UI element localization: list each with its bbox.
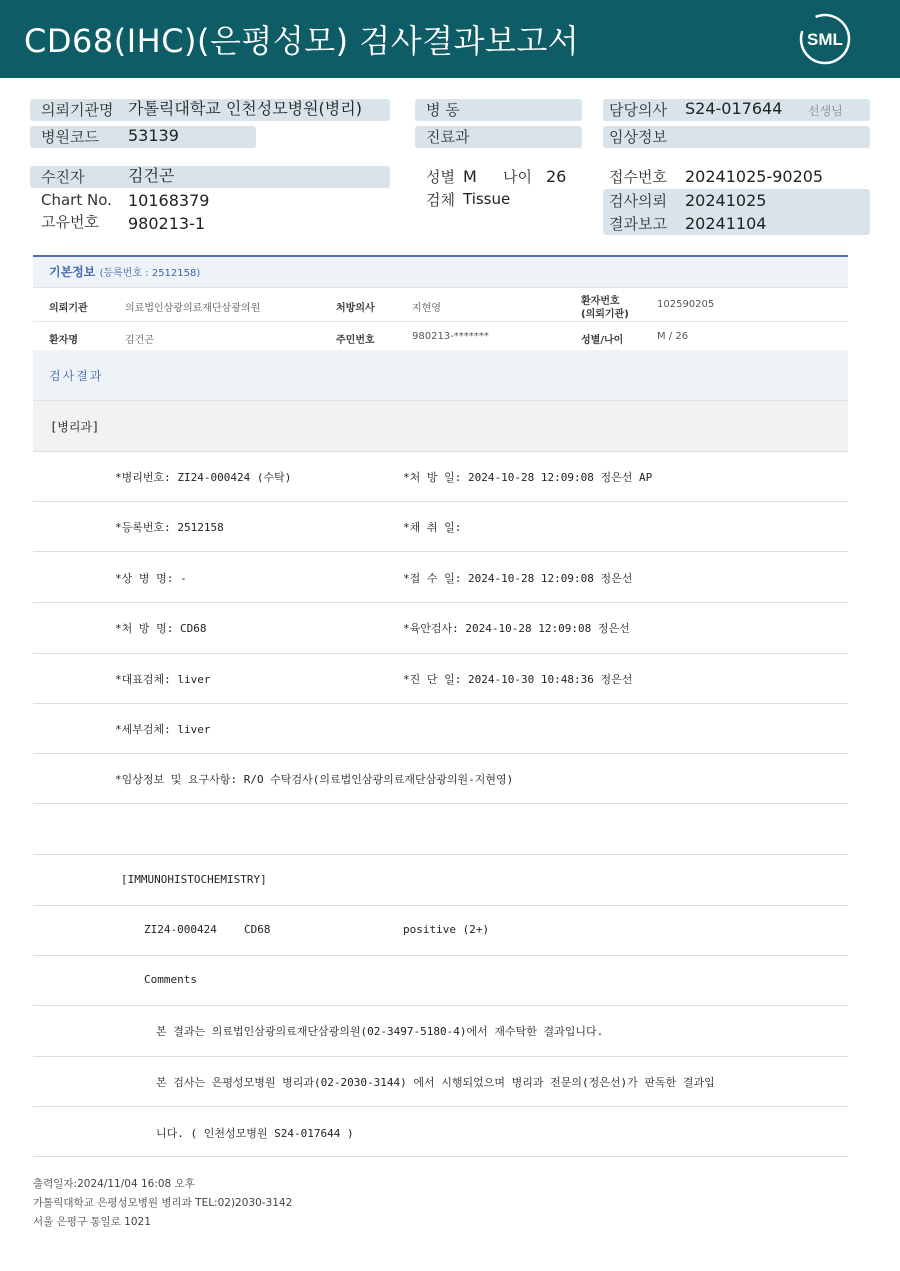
ihc-pathology-no: ZI24-000424 xyxy=(144,923,217,936)
divider xyxy=(33,501,848,502)
unique-no-value: 980213-1 xyxy=(128,214,206,233)
printed-date: 출력일자:2024/11/04 16:08 오후 xyxy=(33,1178,195,1190)
age-value: 26 xyxy=(546,167,567,186)
basic-info-title: 기본정보 (등록번호 : 2512158) xyxy=(49,265,201,279)
department-label: 진료과 xyxy=(426,128,470,146)
clinical-info-label: 임상정보 xyxy=(609,128,667,146)
name-label: 환자명 xyxy=(49,335,78,346)
patient-no-sublabel: (의뢰기관) xyxy=(581,309,629,320)
prescriber-label: 처방의사 xyxy=(336,303,375,314)
sex-age-label: 성별/나이 xyxy=(581,335,624,346)
footer-department: 가톨릭대학교 은평성모병원 병리과 TEL:02)2030-3142 xyxy=(33,1197,293,1209)
rrn-label: 주민번호 xyxy=(336,335,375,346)
name-value: 김건곤 xyxy=(125,335,154,346)
requesting-org-value: 가톨릭대학교 인천성모병원(병리) xyxy=(128,99,362,118)
report-date-value: 20241104 xyxy=(685,214,767,233)
results-title: 검사결과 xyxy=(49,369,104,383)
divider xyxy=(33,955,848,956)
divider xyxy=(33,321,848,322)
ward-label: 병 동 xyxy=(426,101,460,119)
hospital-code-value: 53139 xyxy=(128,126,179,145)
comment-line-3: 니다. ( 인천성모병원 S24-017644 ) xyxy=(156,1127,354,1140)
chart-no-label: Chart No. xyxy=(41,191,112,209)
registration-subtitle: (등록번호 : 2512158) xyxy=(99,268,201,279)
gross-exam-date: *육안검사: 2024-10-28 12:09:08 정은선 xyxy=(403,622,630,635)
divider xyxy=(33,803,848,804)
diagnosis-name: *상 병 명: - xyxy=(115,572,187,585)
pathology-no: *병리번호: ZI24-000424 (수탁) xyxy=(115,471,292,484)
age-label: 나이 xyxy=(503,168,532,186)
doctor-value: S24-017644 xyxy=(685,99,783,118)
diagnosis-date: *진 단 일: 2024-10-30 10:48:36 정은선 xyxy=(403,673,633,686)
detail-specimen: *세부검체: liver xyxy=(115,723,211,736)
requesting-org-label: 의뢰기관명 xyxy=(41,101,114,119)
patient-value: 김건곤 xyxy=(128,166,175,185)
sml-logo xyxy=(798,12,852,66)
sex-age-value: M / 26 xyxy=(657,331,689,342)
divider xyxy=(33,905,848,906)
chart-no-value: 10168379 xyxy=(128,191,210,210)
org-value: 의료법인삼광의료재단삼광의원 xyxy=(125,303,261,314)
divider xyxy=(33,1056,848,1057)
main-specimen: *대표검체: liver xyxy=(115,673,211,686)
report-date-label: 결과보고 xyxy=(609,215,667,233)
divider xyxy=(33,653,848,654)
doctor-label: 담당의사 xyxy=(609,101,667,119)
prescriber-value: 지현영 xyxy=(412,303,441,314)
prescription-date: *처 방 일: 2024-10-28 12:09:08 정은선 AP xyxy=(403,471,653,484)
receipt-label: 접수번호 xyxy=(609,168,667,186)
sex-value: M xyxy=(463,167,477,186)
sex-label: 성별 xyxy=(426,168,455,186)
divider xyxy=(33,602,848,603)
ihc-marker: CD68 xyxy=(244,923,271,936)
ihc-result: positive (2+) xyxy=(403,923,490,936)
request-date-label: 검사의뢰 xyxy=(609,192,667,210)
footer-address: 서울 은평구 통일로 1021 xyxy=(33,1216,151,1228)
results-section-header xyxy=(33,350,848,401)
ihc-header: [IMMUNOHISTOCHEMISTRY] xyxy=(121,873,267,886)
request-date-value: 20241025 xyxy=(685,191,767,210)
department-row xyxy=(33,401,848,452)
divider xyxy=(33,1156,848,1157)
comment-line-2: 본 검사는 은평성모병원 병리과(02-2030-3144) 에서 시행되었으며 병리과 전문의(정은선)가 판독한 결과입 xyxy=(156,1076,715,1089)
divider xyxy=(33,1005,848,1006)
specimen-label: 검체 xyxy=(426,191,455,209)
patient-no-label: 환자번호 xyxy=(581,296,620,307)
department-tag: [병리과] xyxy=(50,420,100,434)
registration-no: *등록번호: 2512158 xyxy=(115,521,224,534)
specimen-value: Tissue xyxy=(463,190,511,208)
rrn-value: 980213-******* xyxy=(412,331,489,342)
report-header xyxy=(0,0,900,78)
doctor-suffix: 선생님 xyxy=(808,104,843,118)
divider xyxy=(33,551,848,552)
basic-info-header xyxy=(33,257,848,288)
collection-date: *채 취 일: xyxy=(403,521,462,534)
basic-info-table xyxy=(33,255,848,353)
clinical-request: *임상정보 및 요구사항: R/O 수탁검사(의료법인삼광의료재단삼광의원-지현영) xyxy=(115,773,514,786)
divider xyxy=(33,854,848,855)
divider xyxy=(33,703,848,704)
receipt-date: *접 수 일: 2024-10-28 12:09:08 정은선 xyxy=(403,572,633,585)
patient-no-value: 102590205 xyxy=(657,299,715,310)
org-label: 의뢰기관 xyxy=(49,303,88,314)
patient-label: 수진자 xyxy=(41,168,85,186)
comment-line-1: 본 결과는 의료법인삼광의료재단삼광의원(02-3497-5180-4)에서 재수탁한 결과입니다. xyxy=(156,1025,604,1038)
unique-no-label: 고유번호 xyxy=(41,213,99,231)
comments-label: Comments xyxy=(144,973,197,986)
divider xyxy=(33,753,848,754)
prescription-name: *처 방 명: CD68 xyxy=(115,622,207,635)
report-title: CD68(IHC)(은평성모) 검사결과보고서 xyxy=(24,22,580,60)
hospital-code-label: 병원코드 xyxy=(41,128,99,146)
logo-text: SML xyxy=(807,30,843,49)
receipt-value: 20241025-90205 xyxy=(685,167,824,186)
divider xyxy=(33,1106,848,1107)
